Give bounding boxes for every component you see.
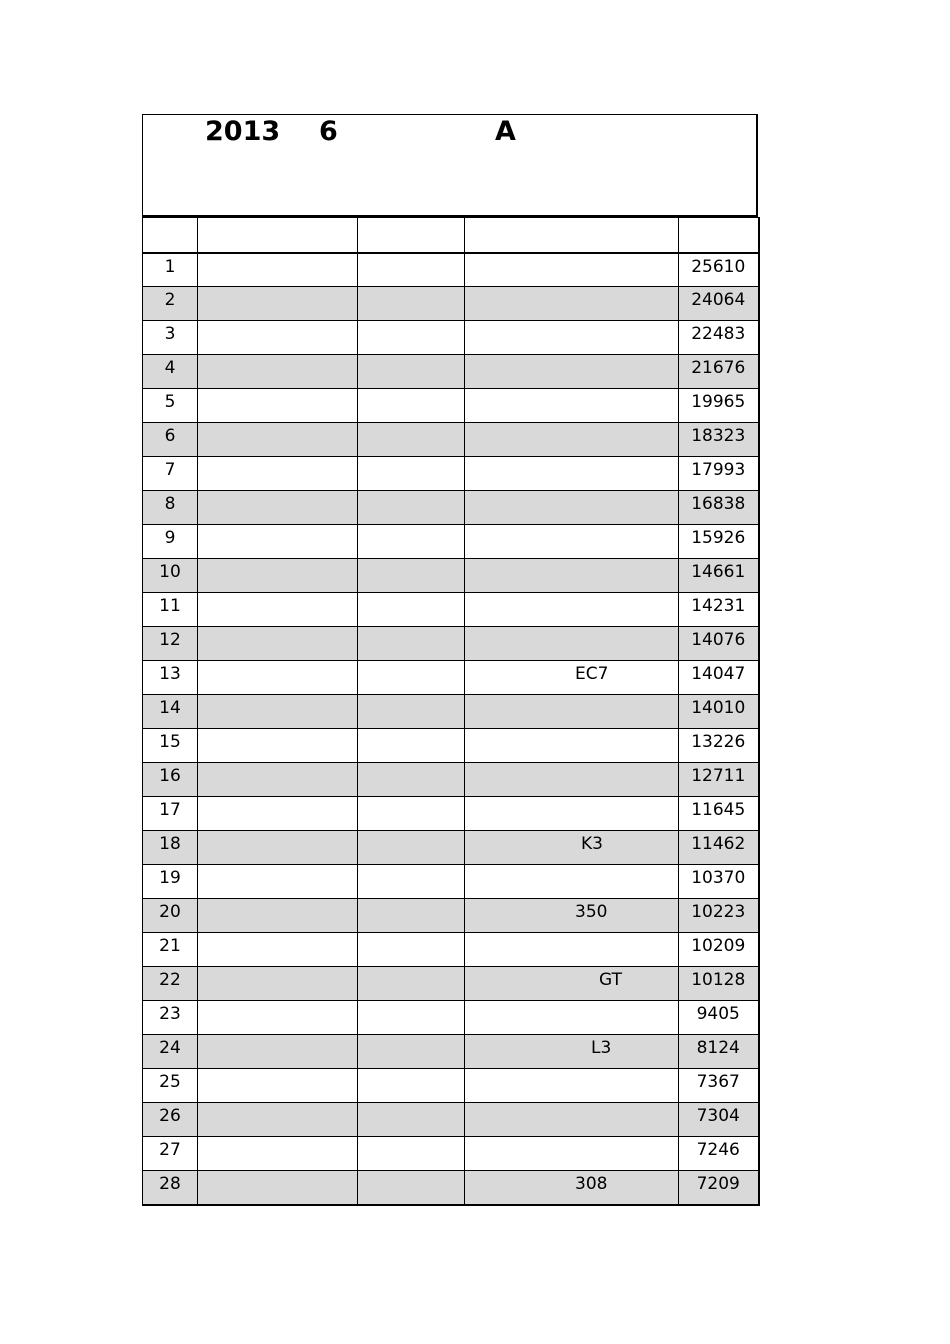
sales-cell: 7367	[679, 1069, 759, 1103]
model-cell	[465, 1069, 679, 1103]
table-row	[143, 1137, 759, 1171]
col-b-cell	[358, 457, 465, 491]
model-cell	[465, 1137, 679, 1171]
header-col-a	[198, 218, 358, 253]
model-cell	[465, 1103, 679, 1137]
col-a-cell	[198, 831, 358, 865]
sales-cell: 11645	[679, 797, 759, 831]
sales-cell: 22483	[679, 321, 759, 355]
sales-cell: 25610	[679, 253, 759, 287]
rank-cell: 6	[143, 423, 198, 457]
rank-cell: 20	[143, 899, 198, 933]
rank-cell: 18	[143, 831, 198, 865]
col-b-cell	[358, 831, 465, 865]
model-text: GT	[599, 970, 622, 990]
rank-cell: 4	[143, 355, 198, 389]
col-a-cell	[198, 763, 358, 797]
sales-cell: 16838	[679, 491, 759, 525]
col-b-cell	[358, 695, 465, 729]
table-row	[143, 355, 759, 389]
model-cell	[465, 457, 679, 491]
col-a-cell	[198, 253, 358, 287]
sales-cell: 7304	[679, 1103, 759, 1137]
sales-cell: 14231	[679, 593, 759, 627]
col-b-cell	[358, 321, 465, 355]
model-text: L3	[591, 1038, 612, 1058]
col-b-cell	[358, 1137, 465, 1171]
col-a-cell	[198, 1001, 358, 1035]
model-cell	[465, 321, 679, 355]
col-a-cell	[198, 865, 358, 899]
title-year: 2013	[205, 116, 281, 147]
rank-cell: 25	[143, 1069, 198, 1103]
rank-cell: 15	[143, 729, 198, 763]
rank-cell: 9	[143, 525, 198, 559]
col-a-cell	[198, 287, 358, 321]
col-b-cell	[358, 933, 465, 967]
model-cell	[465, 287, 679, 321]
table-row	[143, 287, 759, 321]
model-cell	[465, 593, 679, 627]
model-cell	[465, 899, 679, 933]
sales-cell: 14010	[679, 695, 759, 729]
rank-cell: 2	[143, 287, 198, 321]
col-b-cell	[358, 355, 465, 389]
sales-cell: 10223	[679, 899, 759, 933]
col-b-cell	[358, 287, 465, 321]
col-a-cell	[198, 423, 358, 457]
model-cell	[465, 933, 679, 967]
col-a-cell	[198, 797, 358, 831]
rank-cell: 27	[143, 1137, 198, 1171]
sales-cell: 14661	[679, 559, 759, 593]
model-cell	[465, 1171, 679, 1205]
col-b-cell	[358, 797, 465, 831]
col-a-cell	[198, 389, 358, 423]
sales-cell: 10209	[679, 933, 759, 967]
rank-cell: 26	[143, 1103, 198, 1137]
table-row	[143, 797, 759, 831]
col-b-cell	[358, 525, 465, 559]
col-b-cell	[358, 491, 465, 525]
col-b-cell	[358, 1069, 465, 1103]
table-row	[143, 1171, 759, 1205]
model-cell	[465, 389, 679, 423]
rank-cell: 14	[143, 695, 198, 729]
sales-cell: 14047	[679, 661, 759, 695]
sales-cell: 18323	[679, 423, 759, 457]
sales-cell: 19965	[679, 389, 759, 423]
col-a-cell	[198, 559, 358, 593]
table-row	[143, 321, 759, 355]
title-block	[142, 114, 758, 217]
col-a-cell	[198, 1103, 358, 1137]
model-text: K3	[581, 834, 603, 854]
sales-cell: 7209	[679, 1171, 759, 1205]
model-cell	[465, 695, 679, 729]
col-a-cell	[198, 593, 358, 627]
model-cell	[465, 797, 679, 831]
header-sales	[679, 218, 759, 253]
col-a-cell	[198, 321, 358, 355]
col-a-cell	[198, 1137, 358, 1171]
sales-cell: 14076	[679, 627, 759, 661]
sales-cell: 10128	[679, 967, 759, 1001]
col-a-cell	[198, 355, 358, 389]
col-a-cell	[198, 661, 358, 695]
rank-cell: 28	[143, 1171, 198, 1205]
model-cell	[465, 763, 679, 797]
rank-cell: 24	[143, 1035, 198, 1069]
table-row	[143, 1103, 759, 1137]
col-b-cell	[358, 1103, 465, 1137]
sales-ranking-sheet	[142, 114, 758, 1206]
table-row	[143, 831, 759, 865]
sales-cell: 8124	[679, 1035, 759, 1069]
model-cell	[465, 491, 679, 525]
rank-cell: 11	[143, 593, 198, 627]
table-row	[143, 525, 759, 559]
model-cell	[465, 865, 679, 899]
col-b-cell	[358, 865, 465, 899]
ranking-table	[142, 217, 760, 1206]
table-row	[143, 899, 759, 933]
table-row	[143, 1069, 759, 1103]
table-row	[143, 661, 759, 695]
rank-cell: 3	[143, 321, 198, 355]
model-text: EC7	[575, 664, 609, 684]
col-a-cell	[198, 695, 358, 729]
sales-cell: 13226	[679, 729, 759, 763]
table-row	[143, 865, 759, 899]
table-row	[143, 423, 759, 457]
table-row	[143, 695, 759, 729]
table-row	[143, 933, 759, 967]
title-month: 6	[319, 116, 338, 147]
sales-cell: 24064	[679, 287, 759, 321]
rank-cell: 10	[143, 559, 198, 593]
table-row	[143, 967, 759, 1001]
table-row	[143, 253, 759, 287]
col-a-cell	[198, 457, 358, 491]
model-cell	[465, 661, 679, 695]
table-row	[143, 729, 759, 763]
model-cell	[465, 1001, 679, 1035]
rank-cell: 13	[143, 661, 198, 695]
col-b-cell	[358, 899, 465, 933]
col-b-cell	[358, 729, 465, 763]
rank-cell: 19	[143, 865, 198, 899]
col-a-cell	[198, 525, 358, 559]
col-a-cell	[198, 491, 358, 525]
col-a-cell	[198, 967, 358, 1001]
sales-cell: 11462	[679, 831, 759, 865]
col-b-cell	[358, 559, 465, 593]
col-a-cell	[198, 1069, 358, 1103]
rank-cell: 22	[143, 967, 198, 1001]
model-cell	[465, 423, 679, 457]
header-rank	[143, 218, 198, 253]
table-row	[143, 559, 759, 593]
col-b-cell	[358, 627, 465, 661]
model-cell	[465, 253, 679, 287]
model-cell	[465, 831, 679, 865]
sales-cell: 21676	[679, 355, 759, 389]
model-cell	[465, 355, 679, 389]
table-row	[143, 763, 759, 797]
rank-cell: 16	[143, 763, 198, 797]
header-col-b	[358, 218, 465, 253]
sales-cell: 9405	[679, 1001, 759, 1035]
sales-cell: 17993	[679, 457, 759, 491]
title-label: A	[495, 116, 516, 147]
rank-cell: 1	[143, 253, 198, 287]
table-row	[143, 593, 759, 627]
col-b-cell	[358, 1171, 465, 1205]
model-cell	[465, 525, 679, 559]
col-a-cell	[198, 627, 358, 661]
rank-cell: 17	[143, 797, 198, 831]
table-row	[143, 491, 759, 525]
rank-cell: 5	[143, 389, 198, 423]
col-b-cell	[358, 763, 465, 797]
table-header-row	[143, 218, 759, 253]
rank-cell: 12	[143, 627, 198, 661]
model-cell	[465, 1035, 679, 1069]
col-a-cell	[198, 899, 358, 933]
sales-cell: 12711	[679, 763, 759, 797]
col-b-cell	[358, 661, 465, 695]
col-b-cell	[358, 1035, 465, 1069]
sales-cell: 10370	[679, 865, 759, 899]
model-cell	[465, 967, 679, 1001]
col-b-cell	[358, 1001, 465, 1035]
table-row	[143, 627, 759, 661]
col-b-cell	[358, 253, 465, 287]
col-b-cell	[358, 967, 465, 1001]
sales-cell: 15926	[679, 525, 759, 559]
header-model	[465, 218, 679, 253]
model-text: 308	[575, 1174, 608, 1194]
col-b-cell	[358, 389, 465, 423]
table-row	[143, 389, 759, 423]
table-row	[143, 1035, 759, 1069]
col-a-cell	[198, 1171, 358, 1205]
model-cell	[465, 729, 679, 763]
sales-cell: 7246	[679, 1137, 759, 1171]
model-text: 350	[575, 902, 608, 922]
model-cell	[465, 627, 679, 661]
table-row	[143, 1001, 759, 1035]
table-row	[143, 457, 759, 491]
col-a-cell	[198, 729, 358, 763]
col-b-cell	[358, 423, 465, 457]
col-a-cell	[198, 933, 358, 967]
rank-cell: 7	[143, 457, 198, 491]
rank-cell: 8	[143, 491, 198, 525]
col-b-cell	[358, 593, 465, 627]
rank-cell: 21	[143, 933, 198, 967]
col-a-cell	[198, 1035, 358, 1069]
rank-cell: 23	[143, 1001, 198, 1035]
model-cell	[465, 559, 679, 593]
